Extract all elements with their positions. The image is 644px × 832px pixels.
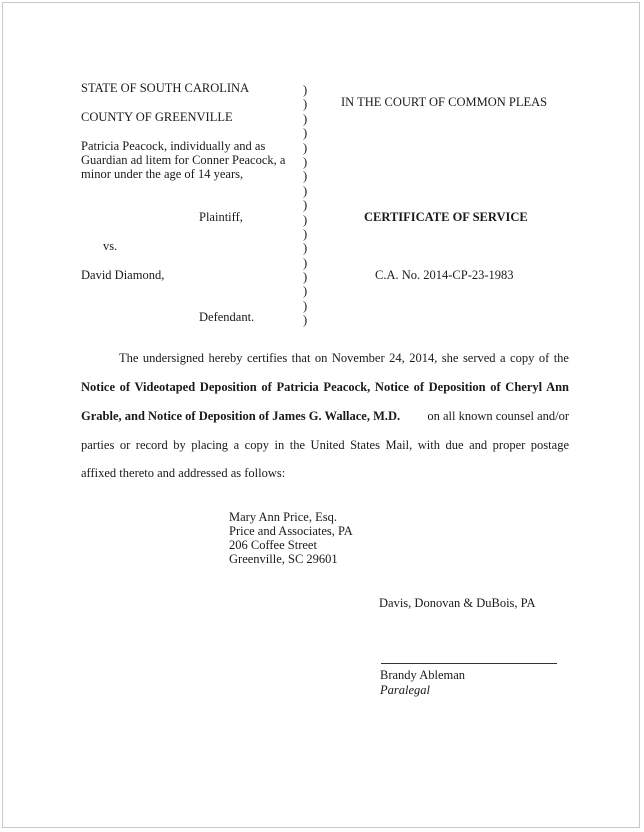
address-firm: Price and Associates, PA (229, 524, 353, 538)
body-line-2 (81, 380, 569, 395)
paren: ) (303, 255, 308, 270)
court-name: IN THE COURT OF COMMON PLEAS (341, 95, 548, 109)
plaintiff-label: Plaintiff, (199, 210, 243, 224)
signature-firm: Davis, Donovan & DuBois, PA (379, 596, 536, 610)
paren: ) (303, 284, 308, 299)
plaintiff-line-2: Guardian ad litem for Conner Peacock, a (81, 153, 286, 167)
body-line-1 (119, 351, 569, 366)
paren: ) (303, 198, 308, 213)
body-line-3-bold-text: Grable, and Notice of Deposition of James G. Wallace, M.D. (81, 409, 401, 423)
paren: ) (303, 183, 308, 198)
county-line: COUNTY OF GREENVILLE (81, 110, 233, 124)
paren: ) (303, 111, 308, 126)
address-city: Greenville, SC 29601 (229, 552, 338, 566)
paren: ) (303, 97, 308, 112)
paren: ) (303, 212, 308, 227)
state-line: STATE OF SOUTH CAROLINA (81, 81, 250, 95)
paren: ) (303, 270, 308, 285)
address-street: 206 Coffee Street (229, 538, 317, 552)
paren: ) (303, 140, 308, 155)
address-name: Mary Ann Price, Esq. (229, 510, 337, 524)
paren: ) (303, 298, 308, 313)
body-line-2-text: Notice of Videotaped Deposition of Patricia Peacock, Notice of Deposition of Cheryl Ann (81, 380, 569, 394)
paren: ) (303, 241, 308, 256)
caption-divider (303, 83, 313, 328)
plaintiff-line-3: minor under the age of 14 years, (81, 167, 244, 181)
paren: ) (303, 154, 308, 169)
plaintiff-line-1: Patricia Peacock, individually and as (81, 139, 266, 153)
body-line-3-rest-text: on all known counsel and/or (427, 409, 569, 423)
document-title: CERTIFICATE OF SERVICE (364, 210, 528, 224)
defendant-name: David Diamond, (81, 268, 165, 282)
paren: ) (303, 83, 308, 97)
paren: ) (303, 169, 308, 184)
signature-title: Paralegal (380, 683, 430, 697)
body-line-3 (81, 409, 569, 424)
case-number: C.A. No. 2014-CP-23-1983 (375, 268, 514, 282)
signature-line (381, 663, 557, 664)
versus-label: vs. (103, 239, 118, 253)
signature-name: Brandy Ableman (380, 668, 466, 682)
paren: ) (303, 313, 308, 328)
document-page (2, 2, 640, 828)
body-line-5: affixed thereto and addressed as follows: (81, 466, 286, 480)
paren: ) (303, 226, 308, 241)
body-line-4 (81, 438, 569, 453)
body-line-1-text: The undersigned hereby certifies that on November 24, 2014, she served a copy of the (119, 351, 569, 365)
paren: ) (303, 126, 308, 141)
defendant-label: Defendant. (199, 310, 255, 324)
body-line-4-text: parties or record by placing a copy in the United States Mail, with due and proper postage (81, 438, 569, 452)
